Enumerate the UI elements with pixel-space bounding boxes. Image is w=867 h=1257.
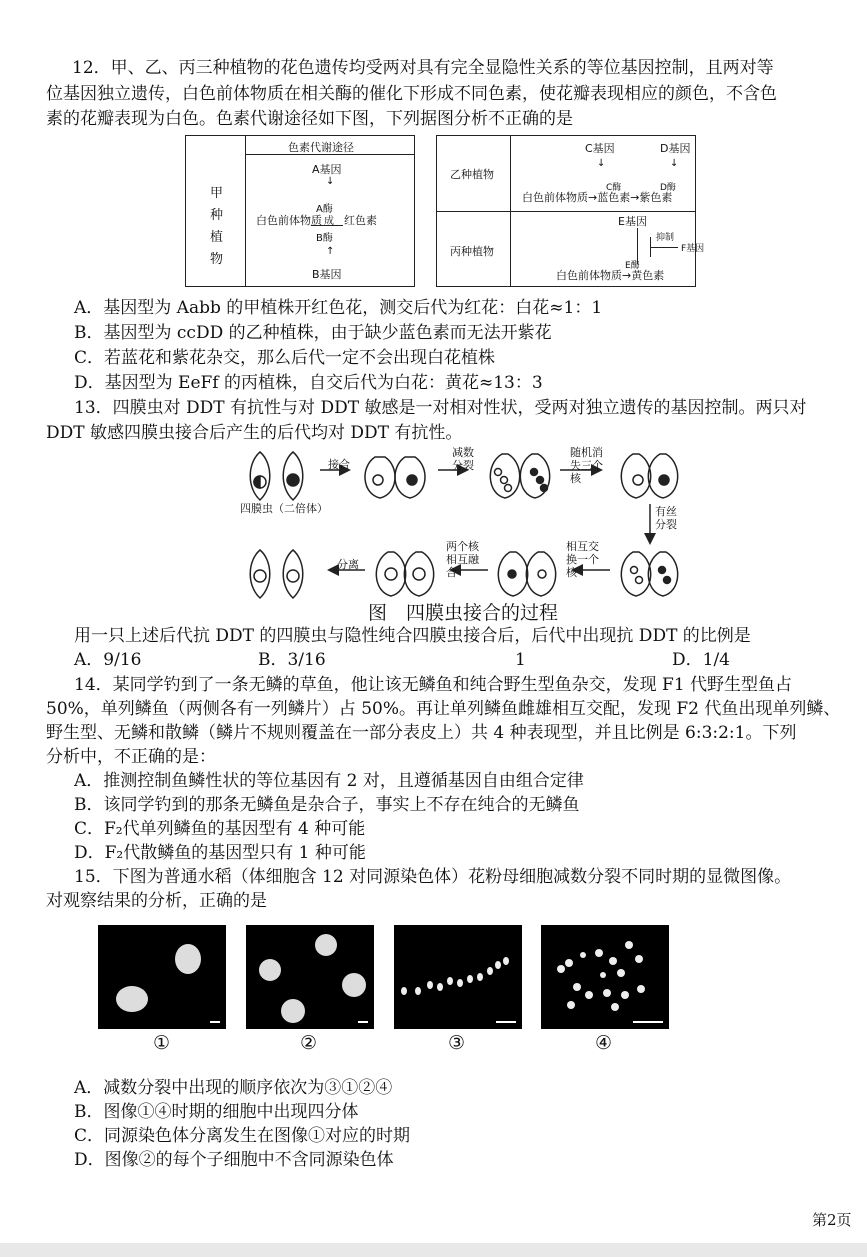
enzyme-a-label: A酶: [316, 204, 333, 215]
enzyme-e-label: E酶: [625, 261, 640, 271]
row-label-jia: 甲种植物: [210, 186, 224, 267]
red-pigment-label: 红色素: [344, 214, 377, 227]
q15-micrograph-1: [98, 925, 226, 1029]
q15-micrograph-2: [246, 925, 374, 1029]
q15-option-a: A．减数分裂中出现的顺序依次为③①②④: [74, 1078, 393, 1098]
q14-option-a: A．推测控制鱼鳞性状的等位基因有 2 对，且遵循基因自由组合定律: [74, 771, 584, 791]
gene-e-label: E基因: [618, 215, 647, 228]
q12-option-b: B．基因型为 ccDD 的乙种植株，由于缺少蓝色素而无法开紫花: [74, 323, 552, 343]
q12-option-d: D．基因型为 EeFf 的丙植株，自交后代为白花：黄花≈13：3: [74, 373, 543, 393]
q15-option-b: B．图像①④时期的细胞中出现四分体: [74, 1102, 359, 1122]
q15-option-d: D．图像②的每个子细胞中不含同源染色体: [74, 1150, 394, 1170]
gene-a-label: A基因: [312, 163, 342, 176]
organism-label: 四膜虫（二倍体）: [240, 502, 328, 515]
gene-f-label: F基因: [681, 244, 705, 254]
enzyme-d-label: D酶: [660, 183, 676, 193]
image-label-1: ①: [153, 1032, 171, 1054]
q12-line-2: 位基因独立遗传，白色前体物质在相关酶的催化下形成不同色素，使花瓣表现相应的颜色，不含色: [46, 84, 777, 104]
q14-line-3: 野生型、无鳞和散鳞（鳞片不规则覆盖在一部分表皮上）共 4 种表现型，并且比例是 6:3:2:1。下列: [46, 723, 797, 743]
row2-path: 白色前体物质→黄色素: [556, 269, 665, 282]
image-label-3: ③: [448, 1032, 466, 1054]
enzyme-b-label: B酶: [316, 233, 333, 244]
q14-line-2: 50%，单列鳞鱼（两侧各有一列鳞片）占 50%。再让单列鳞鱼雌雄相互交配，发现 F2 代鱼出现单列鳞、: [46, 699, 841, 719]
gene-d-label: D基因: [660, 142, 691, 155]
step-lose-nuclei: 随机消失三个核: [570, 446, 603, 485]
step-conjugate: 接合: [328, 458, 350, 471]
enzyme-c-label: C酶: [606, 183, 622, 193]
gene-b-label: B基因: [312, 268, 342, 281]
q13-line-2: DDT 敏感四膜虫接合后产生的后代均对 DDT 有抗性。: [46, 423, 463, 443]
mid-label: 成: [324, 216, 334, 227]
image-label-2: ②: [300, 1032, 318, 1054]
q12-option-a: A．基因型为 Aabb 的甲植株开红色花，测交后代为红花：白花≈1：1: [74, 298, 603, 318]
step-mitosis: 有丝分裂: [655, 505, 677, 531]
q15-line-1: 15．下图为普通水稻（体细胞含 12 对同源染色体）花粉母细胞减数分裂不同时期的显微图像。: [74, 867, 792, 887]
diagram-caption: 图 四膜虫接合的过程: [368, 602, 559, 624]
q13-question: 用一只上述后代抗 DDT 的四膜虫与隐性纯合四膜虫接合后，后代中出现抗 DDT 的比例是: [74, 626, 751, 646]
q14-option-c: C．F₂代单列鳞鱼的基因型有 4 种可能: [74, 819, 366, 839]
q15-option-c: C．同源染色体分离发生在图像①对应的时期: [74, 1126, 411, 1146]
q13-option-c: 1: [515, 650, 526, 670]
q14-line-1: 14．某同学钓到了一条无鳞的草鱼，他让该无鳞鱼和纯合野生型鱼杂交，发现 F1 代野生型鱼占: [74, 675, 793, 695]
q15-micrograph-4: [541, 925, 669, 1029]
q12-line-3: 素的花瓣表现为白色。色素代谢途径如下图，下列据图分析不正确的是: [46, 109, 573, 129]
step-fuse: 两个核相互融合: [446, 540, 479, 579]
q13-option-b: B．3/16: [258, 650, 326, 670]
image-label-4: ④: [595, 1032, 613, 1054]
step-separate: 分离: [337, 558, 359, 571]
inhibit-label: 抑制: [656, 233, 675, 243]
step-meiosis: 减数分裂: [452, 446, 474, 472]
q14-option-d: D．F₂代散鳞鱼的基因型只有 1 种可能: [74, 843, 366, 863]
q12-line-1: 12．甲、乙、丙三种植物的花色遗传均受两对具有完全显隐性关系的等位基因控制，且两对等: [72, 58, 774, 78]
precursor-label: 白色前体物质: [256, 214, 322, 227]
q13-option-a: A．9/16: [74, 650, 142, 670]
q12-option-c: C．若蓝花和紫花杂交，那么后代一定不会出现白花植株: [74, 348, 496, 368]
row-label-yi: 乙种植物: [450, 168, 494, 181]
q13-line-1: 13．四膜虫对 DDT 有抗性与对 DDT 敏感是一对相对性状，受两对独立遗传的基因控制。两只对: [74, 398, 807, 418]
row-label-bing: 丙种植物: [450, 245, 494, 258]
gene-c-label: C基因: [585, 142, 615, 155]
q15-line-2: 对观察结果的分析，正确的是: [46, 891, 267, 911]
q14-line-4: 分析中，不正确的是：: [46, 747, 216, 767]
q15-micrograph-3: [394, 925, 522, 1029]
q13-option-d: D．1/4: [672, 650, 730, 670]
page-number: 第2页: [812, 1211, 852, 1229]
q14-option-b: B．该同学钓到的那条无鳞鱼是杂合子，事实上不存在纯合的无鳞鱼: [74, 795, 580, 815]
table-header: 色素代谢途径: [288, 141, 354, 154]
row1-path: 白色前体物质→蓝色素→紫色素: [522, 191, 673, 204]
footer-bar: [0, 1243, 867, 1257]
step-exchange: 相互交换一个核: [566, 540, 599, 579]
